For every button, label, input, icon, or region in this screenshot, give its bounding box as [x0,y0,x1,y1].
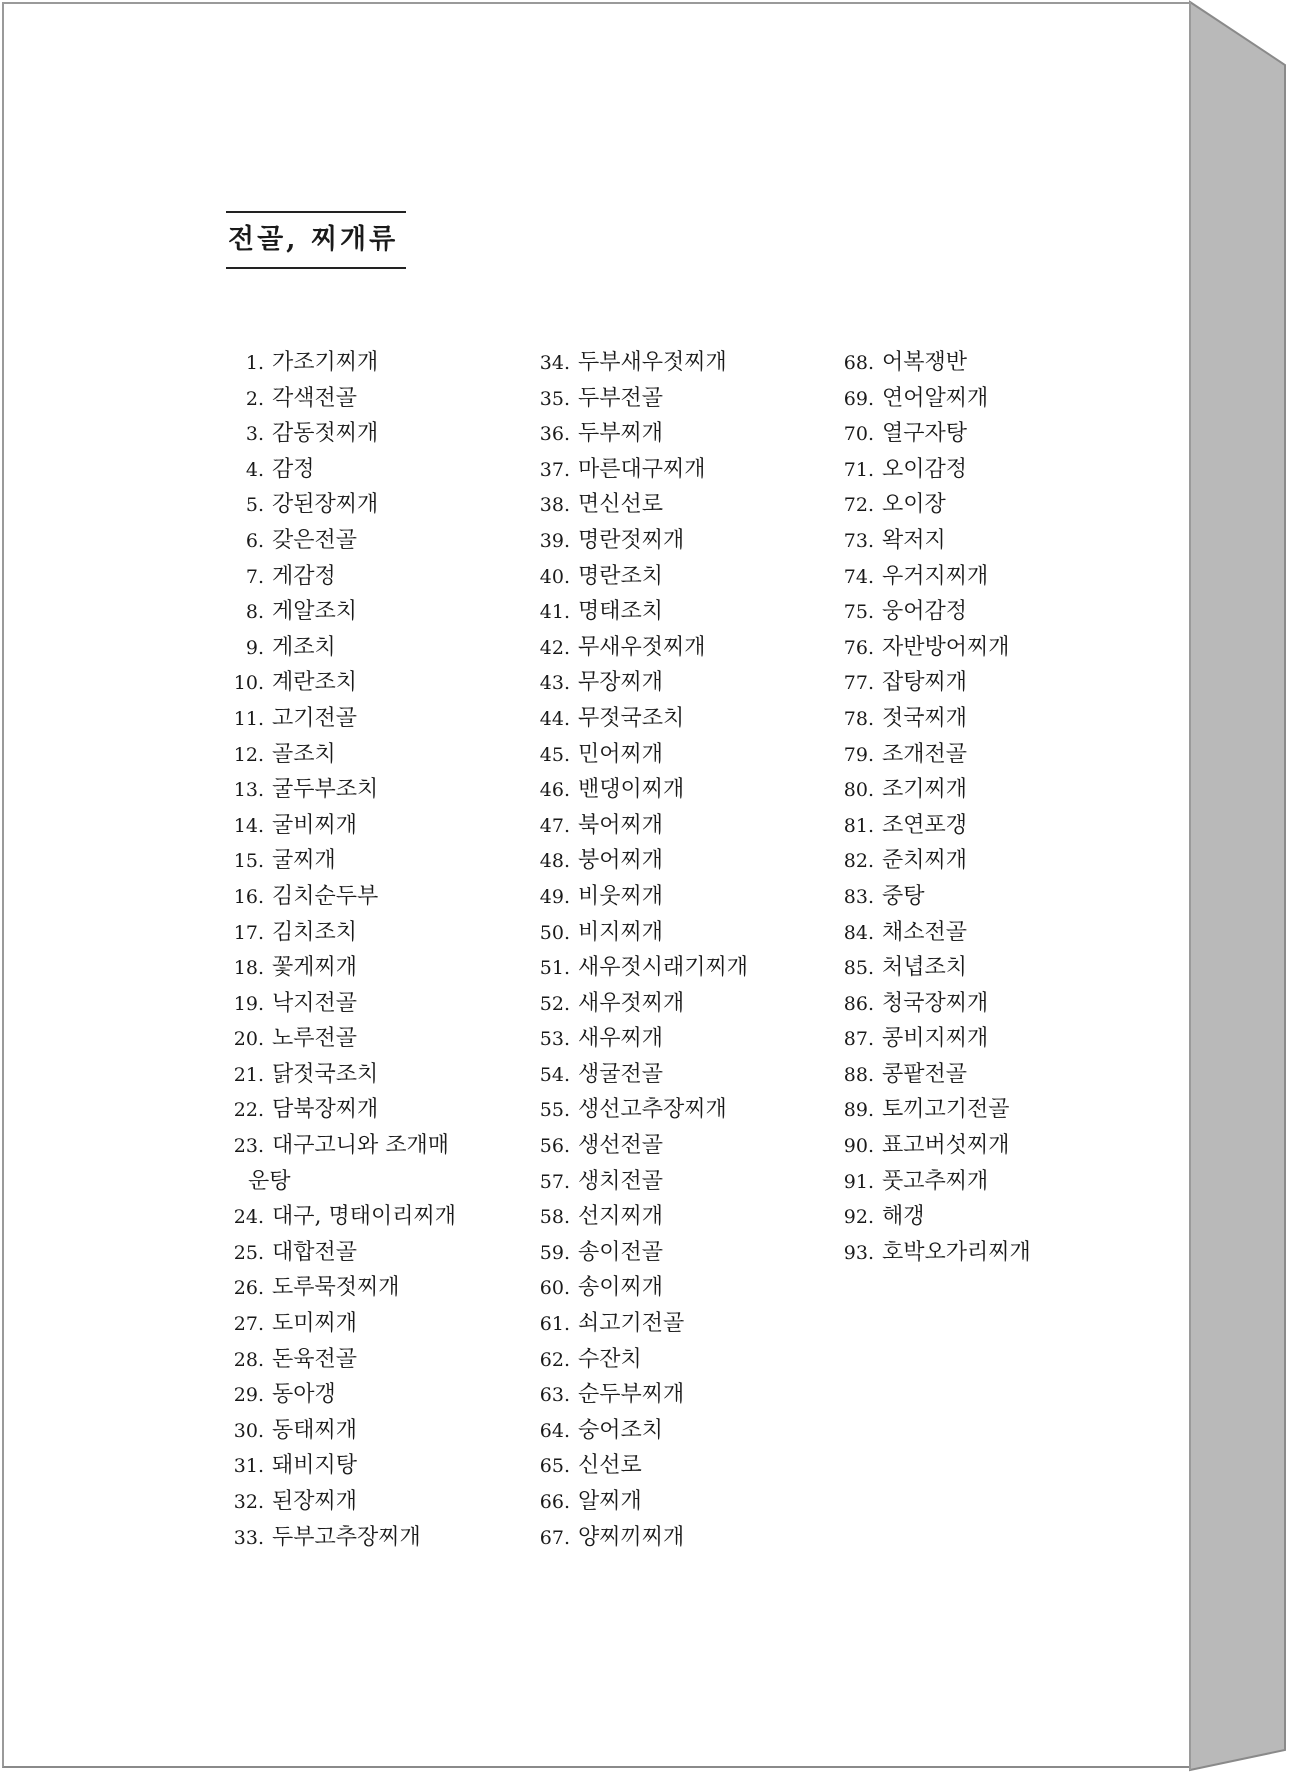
item-number: 54. [539,1063,570,1086]
section-heading [226,211,406,269]
item-name: 도루묵젓찌개 [272,1275,400,1301]
list-item [226,701,516,737]
item-number: 1. [245,352,264,374]
item-number: 23. [233,1135,264,1158]
item-name: 가조기찌개 [272,350,379,375]
list-item [532,1377,822,1413]
list-item [226,1199,516,1235]
list-column-1 [226,345,516,1555]
item-number: 59. [539,1241,570,1264]
list-item [226,1092,516,1128]
list-item [836,1235,1126,1271]
item-number: 34. [539,352,570,374]
list-item [836,594,1126,630]
item-number: 70. [843,423,874,446]
list-item [836,416,1126,452]
list-item [532,487,822,523]
item-number: 21. [233,1063,264,1086]
list-item [226,1128,516,1164]
item-name: 토끼고기전골 [882,1097,1010,1123]
list-item [836,986,1126,1022]
item-number: 84. [843,921,874,944]
list-item [532,701,822,737]
item-number: 52. [539,992,570,1015]
list-item [226,1270,516,1306]
item-number: 6. [245,529,264,552]
item-number: 20. [233,1028,264,1051]
list-item [226,915,516,951]
list-item [226,772,516,808]
item-number: 41. [539,601,570,624]
item-name: 대합전골 [272,1239,358,1265]
item-name: 무장찌개 [578,670,664,696]
item-name: 담북장찌개 [272,1097,379,1123]
item-name: 게알조치 [272,599,358,625]
list-item [226,665,516,701]
item-number: 75. [843,601,874,624]
list-item [532,950,822,986]
item-name: 명란젓찌개 [578,527,685,553]
list-item [532,1164,822,1200]
item-number: 31. [233,1455,264,1478]
item-name: 신선로 [578,1453,642,1479]
item-name: 고기전골 [272,705,358,731]
item-name: 열구자탕 [882,421,968,447]
item-name: 수잔치 [578,1346,642,1372]
item-name: 자반방어찌개 [882,634,1010,660]
item-number: 69. [843,387,874,410]
list-item [226,986,516,1022]
item-number: 42. [539,636,570,659]
list-item [836,523,1126,559]
item-number: 53. [539,1028,570,1051]
list-item [532,1021,822,1057]
item-number: 67. [539,1526,570,1549]
item-name: 굴비찌개 [272,812,358,838]
list-item [226,1021,516,1057]
list-item [532,1235,822,1271]
item-number: 50. [539,921,570,944]
list-item [836,665,1126,701]
list-item [836,1021,1126,1057]
item-name: 닭젓국조치 [272,1061,379,1087]
item-name: 채소전골 [882,919,968,945]
item-name: 비지찌개 [578,919,664,945]
list-item [836,1164,1126,1200]
item-name: 노루전골 [272,1026,358,1052]
list-item [836,950,1126,986]
list-item [836,345,1126,381]
item-name: 대구, 명태이리찌개 [272,1204,457,1230]
item-number: 88. [843,1063,874,1086]
item-number: 36. [539,423,570,446]
item-name-continuation: 운탕 [248,1168,291,1194]
item-number: 49. [539,885,570,908]
item-number: 8. [245,601,264,624]
item-number: 77. [843,672,874,695]
item-name: 송이찌개 [578,1275,664,1301]
item-name: 김치조치 [272,919,358,945]
list-item [532,737,822,773]
item-name: 해갱 [882,1204,925,1230]
list-item [532,1128,822,1164]
item-number: 27. [233,1313,264,1336]
list-item [836,915,1126,951]
list-item [532,1057,822,1093]
item-name: 된장찌개 [272,1489,358,1514]
list-item [532,523,822,559]
item-name: 조개전골 [882,741,968,767]
item-number: 57. [539,1170,570,1193]
item-number: 80. [843,779,874,802]
item-name: 꽃게찌개 [272,955,358,981]
page-title: 전골, 찌개류 [228,224,399,255]
item-number: 92. [843,1206,874,1229]
list-item [532,594,822,630]
list-item [532,452,822,488]
item-name: 게조치 [272,634,336,660]
item-number: 9. [245,636,264,659]
list-item [836,487,1126,523]
item-name: 선지찌개 [578,1204,664,1230]
item-number: 60. [539,1277,570,1300]
list-item [836,1057,1126,1093]
item-name: 새우젓시래기찌개 [578,955,749,981]
item-name: 우거지찌개 [882,563,989,589]
list-item [226,345,516,381]
item-name: 밴댕이찌개 [578,777,685,803]
item-name: 중탕 [882,883,925,909]
item-name: 두부찌개 [578,421,664,447]
item-name: 숭어조치 [578,1417,664,1443]
item-name: 호박오가리찌개 [882,1239,1031,1265]
list-item [836,772,1126,808]
item-name: 어복쟁반 [882,350,968,375]
item-number: 16. [233,885,264,908]
item-name: 생치전골 [578,1168,664,1194]
item-number: 65. [539,1455,570,1478]
list-item [226,523,516,559]
item-number: 22. [233,1099,264,1122]
item-name: 젓국찌개 [882,705,968,731]
item-number: 37. [539,458,570,481]
list-item [226,1342,516,1378]
item-number: 74. [843,565,874,588]
list-item [226,1235,516,1271]
item-name: 콩팥전골 [882,1061,968,1087]
item-number: 46. [539,779,570,802]
item-name: 낙지전골 [272,990,358,1016]
list-item [836,808,1126,844]
list-item [532,915,822,951]
list-item [226,843,516,879]
item-name: 굴찌개 [272,848,336,874]
item-name: 생굴전골 [578,1061,664,1087]
item-name: 면신선로 [578,492,664,518]
item-number: 62. [539,1348,570,1371]
item-name: 굴두부조치 [272,777,379,803]
item-name: 명태조치 [578,599,664,625]
heading-bottom-rule [226,267,406,269]
item-number: 83. [843,885,874,908]
item-name: 두부고추장찌개 [272,1524,421,1550]
item-name: 돈육전골 [272,1346,358,1372]
item-name: 대구고니와 조개매 [272,1133,450,1159]
list-item [532,772,822,808]
list-item [532,986,822,1022]
item-number: 61. [539,1313,570,1336]
list-item [226,452,516,488]
item-name: 강된장찌개 [272,492,379,518]
item-number: 82. [843,850,874,873]
list-item [836,630,1126,666]
list-item [836,737,1126,773]
item-name: 두부전골 [578,385,664,411]
item-number: 7. [245,565,264,588]
list-item [226,1057,516,1093]
list-item [226,737,516,773]
item-number: 33. [233,1526,264,1549]
list-item [532,665,822,701]
item-name: 무새우젓찌개 [578,634,706,660]
list-item [532,1484,822,1520]
item-number: 30. [233,1419,264,1442]
item-number: 78. [843,707,874,730]
item-name: 돼비지탕 [272,1453,358,1479]
item-name: 쇠고기전골 [578,1311,685,1337]
item-name: 생선전골 [578,1133,664,1159]
list-item [836,381,1126,417]
item-name: 연어알찌개 [882,385,989,411]
item-name: 처녑조치 [882,955,968,981]
list-item [226,1448,516,1484]
list-item [226,950,516,986]
list-item [226,1520,516,1556]
item-number: 19. [233,992,264,1015]
list-item [532,630,822,666]
list-item [226,416,516,452]
list-item [532,559,822,595]
item-number: 55. [539,1099,570,1122]
item-name: 동아갱 [272,1382,336,1408]
list-item [226,559,516,595]
item-name: 양찌끼찌개 [578,1524,685,1550]
list-item [532,1520,822,1556]
list-item [532,1448,822,1484]
item-number: 72. [843,494,874,517]
list-item [226,630,516,666]
list-item [532,416,822,452]
item-name: 게감정 [272,563,336,589]
item-name: 잡탕찌개 [882,670,968,696]
item-number: 2. [245,387,264,410]
list-item [226,594,516,630]
item-name: 마른대구찌개 [578,456,706,482]
item-name: 김치순두부 [272,883,379,909]
item-number: 18. [233,957,264,980]
item-number: 76. [843,636,874,659]
list-item [226,487,516,523]
item-number: 73. [843,529,874,552]
item-number: 12. [233,743,264,766]
item-number: 64. [539,1419,570,1442]
item-name: 무젓국조치 [578,705,685,731]
list-item [836,452,1126,488]
item-name: 콩비지찌개 [882,1026,989,1052]
list-item [836,843,1126,879]
item-number: 38. [539,494,570,517]
item-number: 47. [539,814,570,837]
list-item [532,843,822,879]
list-item [532,1306,822,1342]
item-number: 40. [539,565,570,588]
item-name: 북어찌개 [578,812,664,838]
item-number: 71. [843,458,874,481]
list-item [226,1484,516,1520]
list-item [836,879,1126,915]
item-name: 알찌개 [578,1489,642,1514]
item-number: 24. [233,1206,264,1229]
list-item [226,1413,516,1449]
list-item [836,559,1126,595]
item-number: 10. [233,672,264,695]
list-item [532,1270,822,1306]
item-number: 15. [233,850,264,873]
item-number: 39. [539,529,570,552]
item-number: 25. [233,1241,264,1264]
list-item [532,808,822,844]
item-number: 85. [843,957,874,980]
item-number: 32. [233,1491,264,1513]
item-number: 28. [233,1348,264,1371]
item-number: 3. [245,423,264,446]
list-item [226,1306,516,1342]
item-number: 87. [843,1028,874,1051]
item-number: 11. [233,707,264,730]
item-name: 풋고추찌개 [882,1168,989,1194]
item-name: 웅어감정 [882,599,968,625]
item-name: 표고버섯찌개 [882,1133,1010,1159]
item-name: 비웃찌개 [578,883,664,909]
item-number: 90. [843,1135,874,1158]
item-name: 순두부찌개 [578,1382,685,1408]
list-column-3 [836,345,1126,1270]
item-number: 68. [843,352,874,374]
list-item [532,381,822,417]
list-column-2 [532,345,822,1555]
item-number: 43. [539,672,570,695]
item-number: 86. [843,992,874,1015]
item-number: 91. [843,1170,874,1193]
list-item [226,381,516,417]
item-number: 89. [843,1099,874,1122]
list-item [226,879,516,915]
list-item [836,1199,1126,1235]
item-name: 오이장 [882,492,946,518]
item-number: 93. [843,1241,874,1264]
item-number: 51. [539,957,570,980]
item-number: 66. [539,1491,570,1513]
item-name: 생선고추장찌개 [578,1097,727,1123]
list-item [532,1092,822,1128]
item-name: 왁저지 [882,527,946,553]
list-item [226,1377,516,1413]
item-number: 79. [843,743,874,766]
item-number: 63. [539,1384,570,1407]
item-number: 48. [539,850,570,873]
item-name: 두부새우젓찌개 [578,350,727,375]
item-number: 29. [233,1384,264,1407]
list-item [532,1199,822,1235]
item-name: 민어찌개 [578,741,664,767]
item-name: 준치찌개 [882,848,968,874]
item-number: 4. [245,458,264,481]
list-item [836,1092,1126,1128]
item-name: 명란조치 [578,563,664,589]
item-name: 새우젓찌개 [578,990,685,1016]
item-name: 새우찌개 [578,1026,664,1052]
item-name: 붕어찌개 [578,848,664,874]
item-number: 13. [233,779,264,802]
item-number: 14. [233,814,264,837]
item-name: 청국장찌개 [882,990,989,1016]
list-item [532,345,822,381]
item-name: 송이전골 [578,1239,664,1265]
item-number: 81. [843,814,874,837]
list-item [532,1413,822,1449]
item-number: 44. [539,707,570,730]
list-item [532,1342,822,1378]
item-number: 58. [539,1206,570,1229]
item-name: 감동젓찌개 [272,421,379,447]
item-name: 조연포갱 [882,812,968,838]
list-item [836,701,1126,737]
item-name: 오이감정 [882,456,968,482]
item-name: 감정 [272,456,315,482]
item-name: 각색전골 [272,385,358,411]
list-item [226,808,516,844]
item-name: 골조치 [272,741,336,767]
item-name: 조기찌개 [882,777,968,803]
item-name: 갖은전골 [272,527,358,553]
list-item [532,879,822,915]
item-number: 56. [539,1135,570,1158]
item-number: 35. [539,387,570,410]
item-number: 5. [245,494,264,517]
item-number: 17. [233,921,264,944]
item-name: 동태찌개 [272,1417,358,1443]
item-number: 26. [233,1277,264,1300]
list-item [836,1128,1126,1164]
item-name: 계란조치 [272,670,358,696]
item-number: 45. [539,743,570,766]
item-name: 도미찌개 [272,1311,358,1337]
